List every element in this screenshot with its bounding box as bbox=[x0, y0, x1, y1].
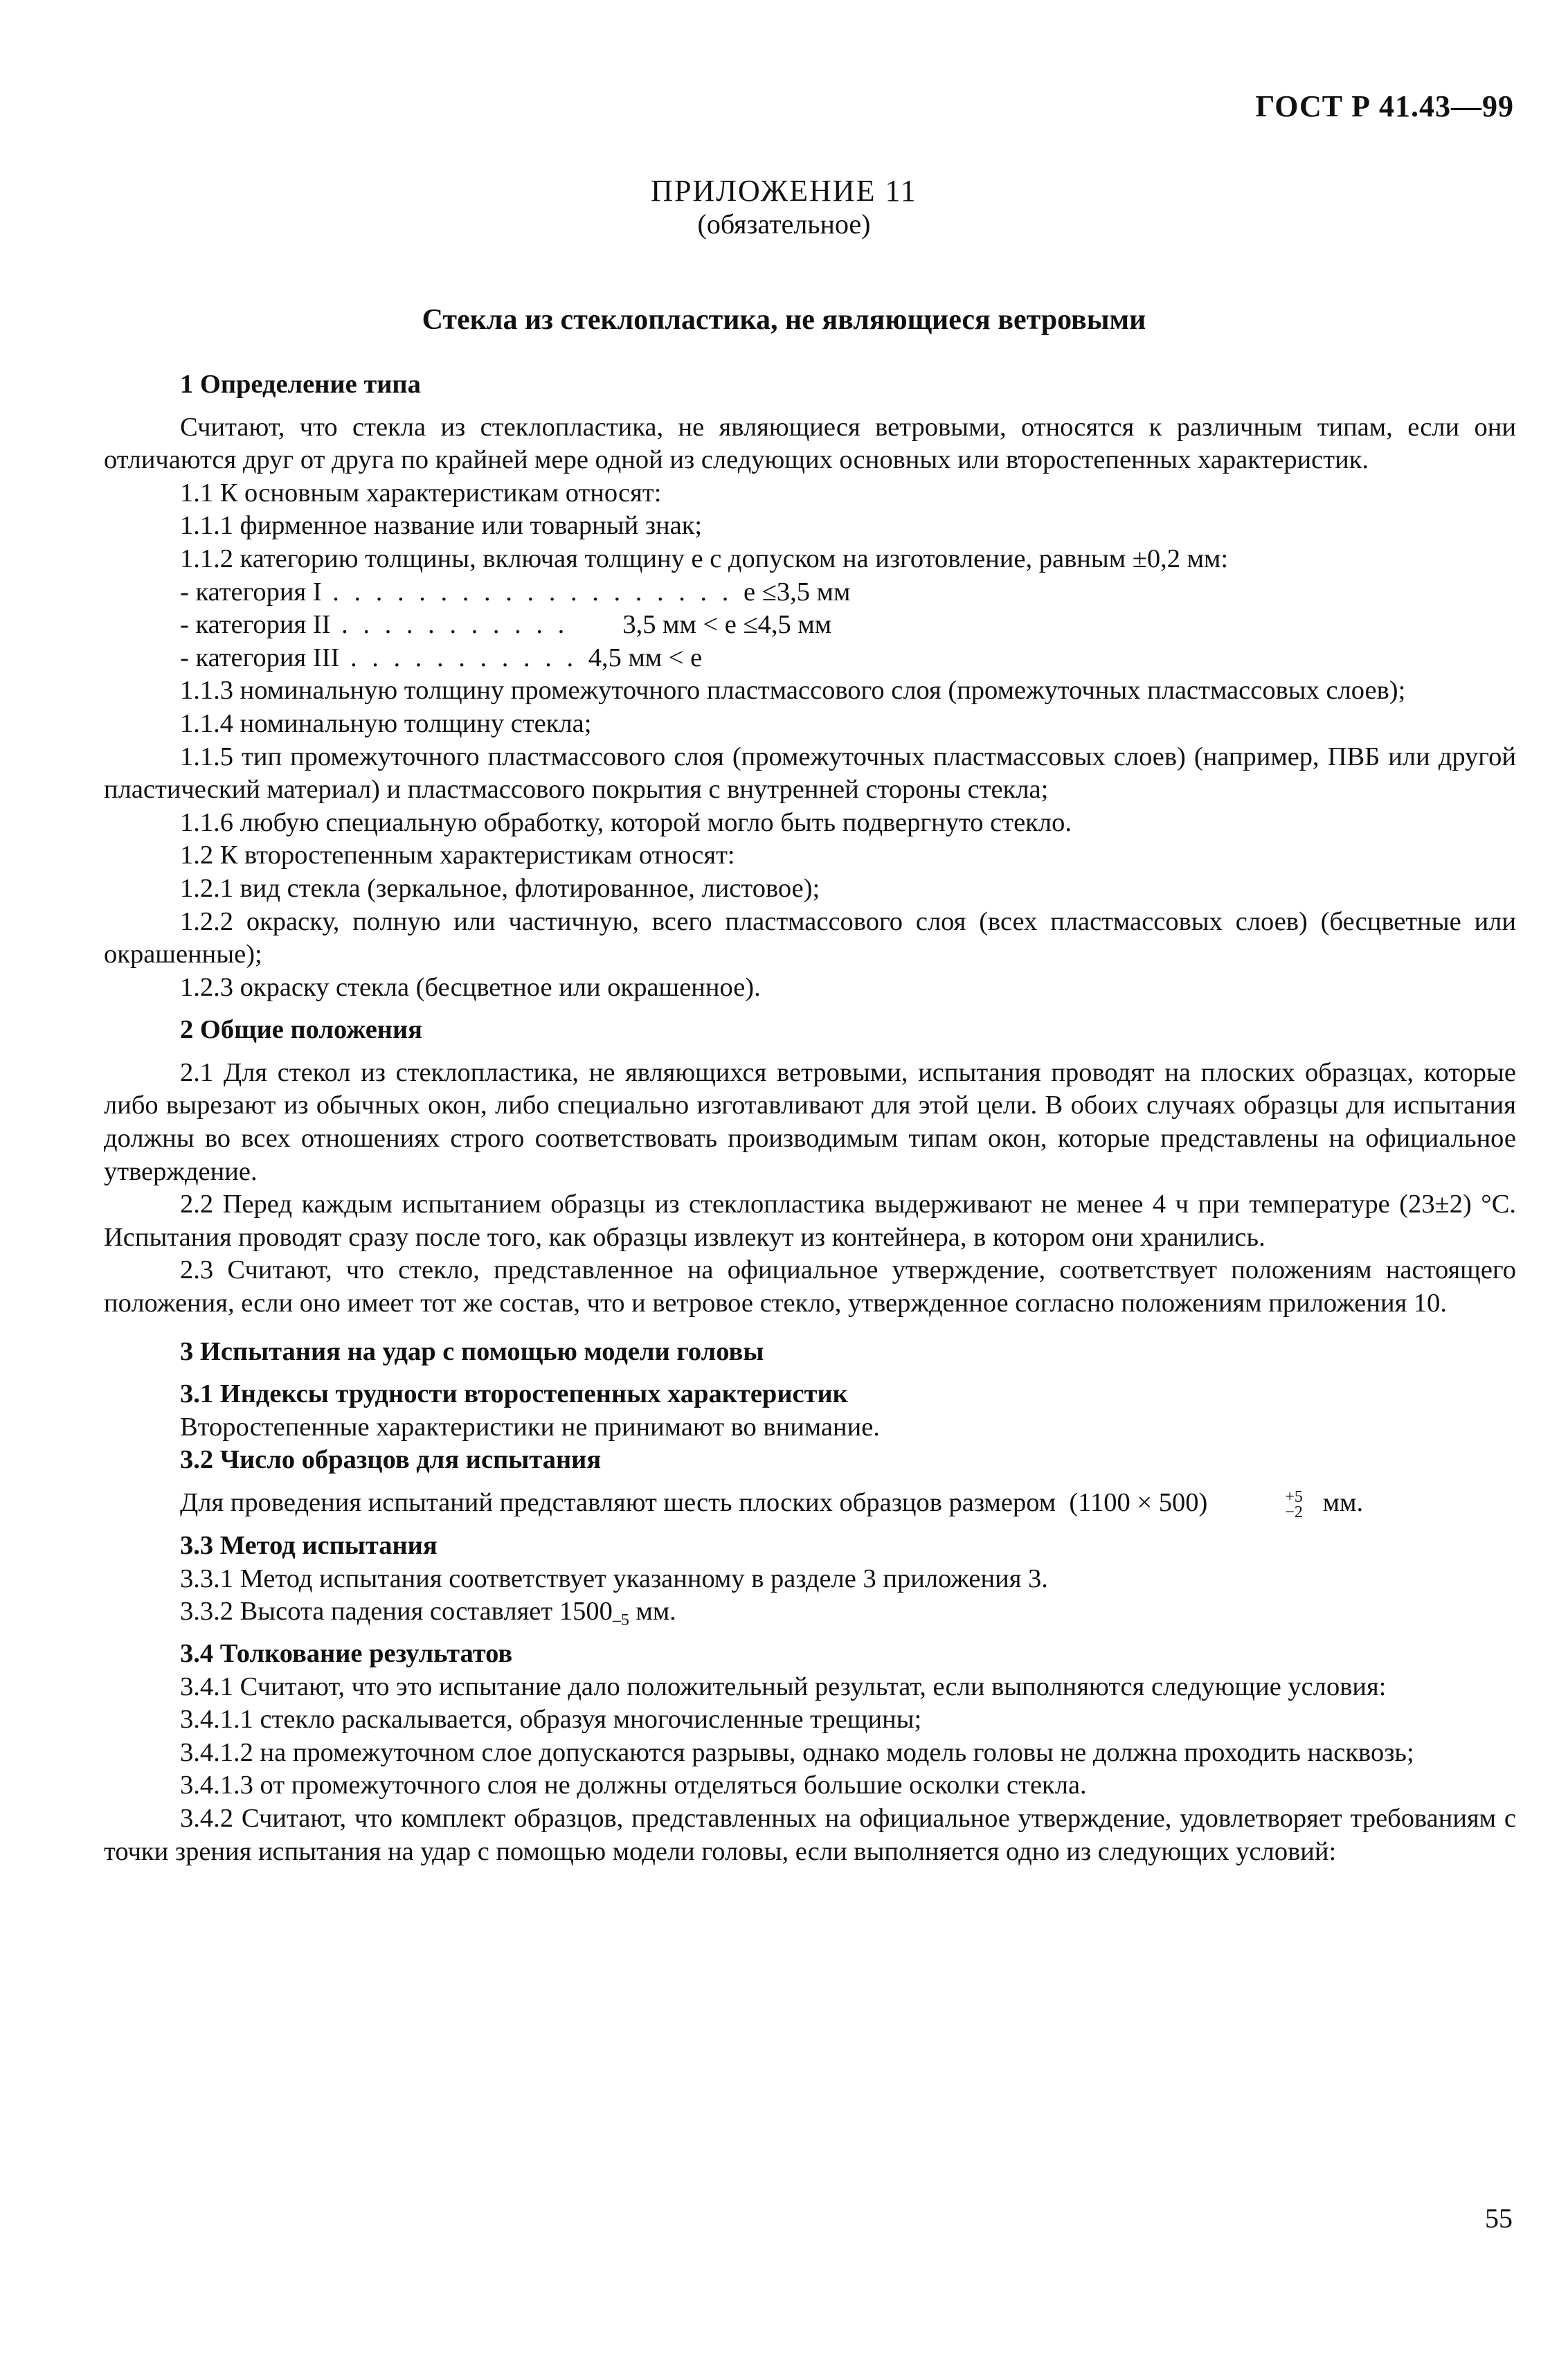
paragraph: 1.1 К основным характеристикам относят: bbox=[180, 478, 662, 508]
paragraph: 1.1.6 любую специальную обработку, которой могло быть подвергнуто стекло. bbox=[180, 807, 1072, 837]
sample-size-formula bbox=[1069, 1488, 1303, 1522]
section-2-heading: 2 Общие положения bbox=[180, 1015, 422, 1045]
section-3-heading: 3 Испытания на удар с помощью модели головы bbox=[180, 1336, 764, 1366]
category-value: 3,5 мм < e ≤4,5 мм bbox=[622, 610, 832, 640]
unit: мм. bbox=[1322, 1488, 1364, 1517]
paragraph: Второстепенные характеристики не принимают во внимание. bbox=[180, 1412, 880, 1442]
paragraph: 1.2.3 окраску стекла (бесцветное или окрашенное). bbox=[180, 972, 761, 1002]
paragraph: 1.1.1 фирменное название или товарный знак; bbox=[180, 511, 703, 541]
leader-dots: . . . . . . . . . . . bbox=[330, 610, 623, 640]
sample-size-text: Для проведения испытаний представляют шесть плоских образцов размером bbox=[180, 1488, 1056, 1517]
paragraph: 1.2.2 окраску, полную или частичную, всего пластмассового слоя (всех пластмассовых слоев) (бесцветные или окрашенные); bbox=[104, 906, 1516, 969]
formula-base: (1100 × 500) bbox=[1069, 1488, 1208, 1517]
paragraph: 3.4.2 Считают, что комплект образцов, представленных на официальное утверждение, удовлетворяет требованиям с точки зрения испытания на удар с помощью модели головы, если выполняется одно из следующих условий: bbox=[104, 1803, 1516, 1866]
paragraph: 3.4.1.1 стекло раскалывается, образуя многочисленные трещины; bbox=[180, 1705, 922, 1735]
paragraph: 3.3.1 Метод испытания соответствует указанному в разделе 3 приложения 3. bbox=[180, 1564, 1048, 1593]
paragraph: 3.4.1.2 на промежуточном слое допускаются разрывы, однако модель головы не должна проходить насквозь; bbox=[180, 1737, 1414, 1767]
category-label: - категория III bbox=[180, 643, 340, 672]
leader-dots: . . . . . . . . . . . bbox=[339, 643, 588, 672]
category-label: - категория II bbox=[180, 610, 331, 640]
document-code: ГОСТ Р 41.43—99 bbox=[1255, 89, 1514, 123]
paragraph: 1.1.2 категорию толщины, включая толщину e с допуском на изготовление, равным ±0,2 мм: bbox=[180, 544, 1229, 573]
subsection-heading: 3.2 Число образцов для испытания bbox=[180, 1445, 602, 1475]
sample-size-line bbox=[104, 1487, 1516, 1520]
category-label: - категория I bbox=[180, 577, 322, 607]
paragraph: 2.1 Для стекол из стеклопластика, не являющихся ветровыми, испытания проводят на плоских образцах, которые либо вырезают из обычных окон, либо специально изготавливают для этой цели. В обоих случаях образцы для испытания должны во всех отношениях строго соответствовать производимым типам окон, которые представлены на официальное утверждение. bbox=[104, 1057, 1516, 1186]
thickness-category-3 bbox=[104, 642, 1516, 675]
category-value: e ≤3,5 мм bbox=[744, 577, 851, 607]
thickness-category-2 bbox=[104, 609, 1516, 642]
tolerance-minus: −2 bbox=[1285, 1503, 1303, 1522]
appendix-note: (обязательное) bbox=[697, 208, 871, 240]
section-1-heading: 1 Определение типа bbox=[180, 370, 421, 399]
subsection-heading: 3.4 Толкование результатов bbox=[180, 1638, 513, 1668]
drop-height-tolerance: –5 bbox=[612, 1611, 629, 1630]
paragraph: 1.1.3 номинальную толщину промежуточного пластмассового слоя (промежуточных пластмассовых слоев); bbox=[180, 676, 1406, 706]
paragraph: 3.4.1.3 от промежуточного слоя не должны отделяться большие осколки стекла. bbox=[180, 1771, 1087, 1800]
paragraph: 2.3 Считают, что стекло, представленное на официальное утверждение, соответствует положениям настоящего положения, если оно имеет тот же состав, что и ветровое стекло, утвержденное согласно положениям приложения 10. bbox=[104, 1255, 1516, 1318]
paragraph: 2.2 Перед каждым испытанием образцы из стеклопластика выдерживают не менее 4 ч при температуре (23±2) °С. Испытания проводят сразу после того, как образцы извлекут из контейнера, в котором они хранились. bbox=[104, 1190, 1516, 1252]
paragraph: Считают, что стекла из стеклопластика, не являющиеся ветровыми, относятся к различным типам, если они отличаются друг от друга по крайней мере одной из следующих основных или второстепенных характеристик. bbox=[104, 412, 1516, 475]
paragraph: 1.2.1 вид стекла (зеркальное, флотированное, листовое); bbox=[180, 873, 820, 903]
leader-dots: . . . . . . . . . . . . . . . . . . . bbox=[321, 577, 744, 607]
paragraph: 1.1.5 тип промежуточного пластмассового слоя (промежуточных пластмассовых слоев) (например, ПВБ или другой пластический материал) и пластмассового покрытия с внутренней стороны стекла; bbox=[104, 742, 1516, 805]
body-text bbox=[104, 368, 1516, 1868]
subsection-heading: 3.1 Индексы трудности второстепенных характеристик bbox=[180, 1379, 848, 1409]
drop-height-text: 3.3.2 Высота падения составляет 1500 bbox=[180, 1597, 613, 1627]
paragraph: 1.2 К второстепенным характеристикам относят: bbox=[180, 841, 735, 870]
subsection-heading: 3.3 Метод испытания bbox=[180, 1531, 438, 1561]
page-number: 55 bbox=[1485, 2203, 1513, 2234]
appendix-title: ПРИЛОЖЕНИЕ 11 bbox=[651, 174, 917, 208]
paragraph: 3.4.1 Считают, что это испытание дало положительный результат, если выполняются следующие условия: bbox=[180, 1672, 1387, 1701]
tolerance-plus: +5 bbox=[1285, 1488, 1303, 1507]
category-value: 4,5 мм < e bbox=[588, 643, 703, 672]
unit: мм. bbox=[629, 1597, 676, 1627]
drop-height-line bbox=[104, 1595, 1516, 1638]
thickness-category-1 bbox=[104, 576, 1516, 609]
paragraph: 1.1.4 номинальную толщину стекла; bbox=[180, 708, 592, 738]
document-title: Стекла из стеклопластика, не являющиеся ветровыми bbox=[422, 304, 1146, 336]
